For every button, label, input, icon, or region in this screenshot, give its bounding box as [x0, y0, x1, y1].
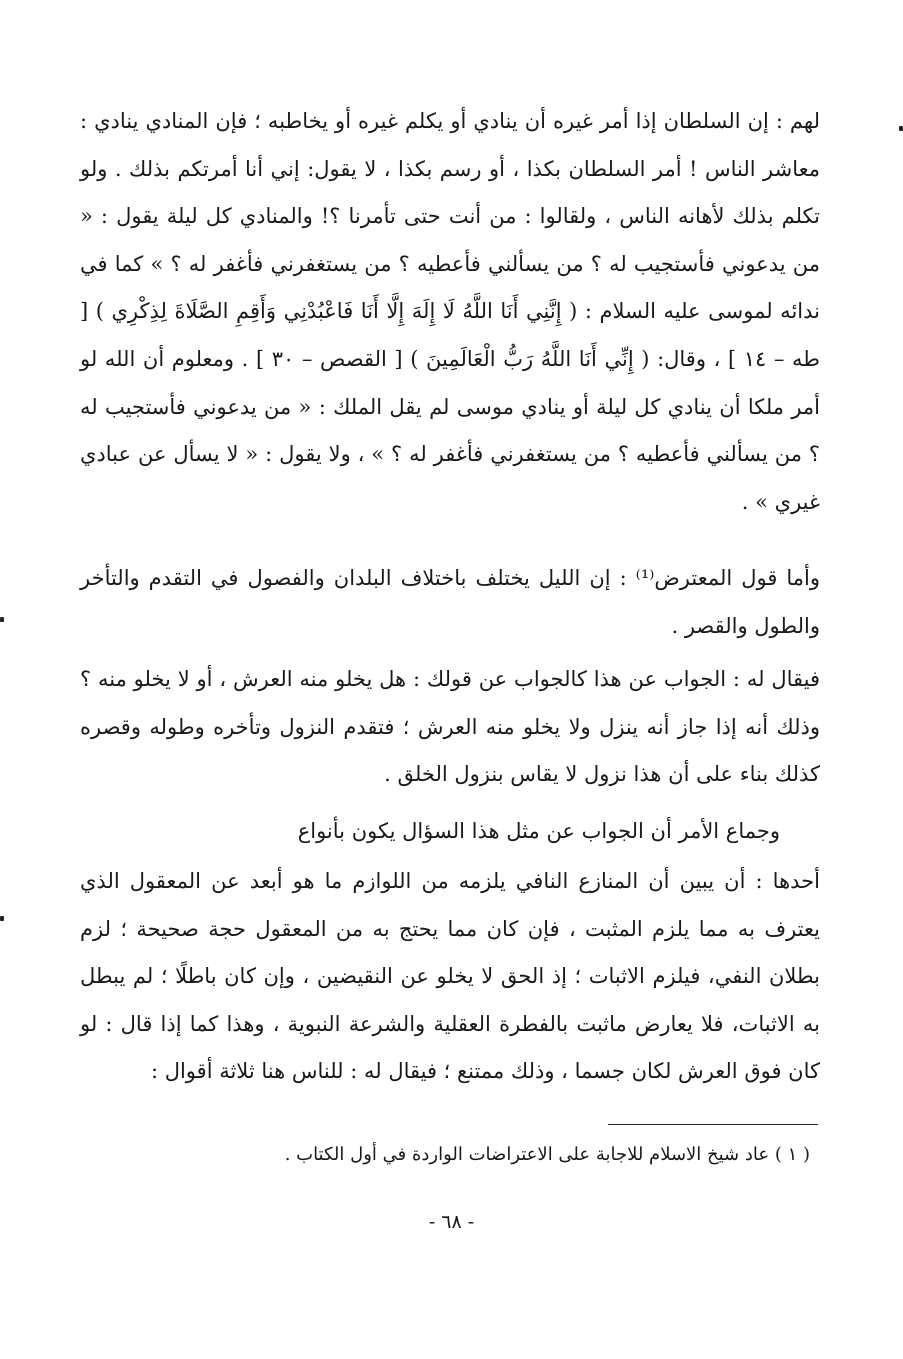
paragraph-first-type	[80, 858, 820, 1098]
scan-edge-mark	[899, 126, 903, 131]
paragraph-summary	[80, 808, 820, 856]
scan-edge-mark	[0, 916, 4, 921]
footnote-divider	[608, 1124, 818, 1125]
paragraph-text: وأما قول المعترض⁽¹⁾ : إن الليل يختلف باختلاف البلدان والفصول في التقدم والتأخر والطول والقصر .	[80, 566, 821, 638]
paragraph-text: لهم : إن السلطان إذا أمر غيره أن ينادي أو يكلم غيره أو يخاطبه ؛ فإن المنادي ينادي : معاشر الناس ! أمر السلطان بكذا ، أو رسم بكذا ، لا يقول: إني أنا أمرتكم بذلك . ولو تكلم بذلك لأهانه الناس ، ولقالوا : من أنت حتى تأمرنا ؟! والمنادي كل ليلة يقول : « من يدعوني فأستجيب له ؟ من يسألني فأعطيه ؟ من يستغفرني فأغفر له ؟ » كما في ندائه لموسى عليه السلام : ( إِنَّنِي أَنَا اللَّهُ لَا إِلَهَ إِلَّا أَنَا فَاعْبُدْنِي وَأَقِمِ الصَّلَاةَ لِذِكْرِي ) [ طه – ١٤ ] ، وقال: ( إِنِّي أَنَا اللَّهُ رَبُّ الْعَالَمِينَ ) [ القصص – ٣٠ ] . ومعلوم أن الله لو أمر ملكا أن ينادي كل ليلة أو ينادي موسى لم يقل الملك : « من يدعوني فأستجيب له ؟ من يسألني فأعطيه ؟ من يستغفرني فأغفر له ؟ » ، ولا يقول : « لا يسأل عن عبادي غيري » .	[80, 109, 821, 514]
paragraph-text: أحدها : أن يبين أن المنازع النافي يلزمه من اللوازم ما هو أبعد عن المعقول الذي يعترف به مما يلزم المثبت ، فإن كان مما يحتج به من المعقول حجة صحيحة ؛ لزم بطلان النفي، فيلزم الاثبات ؛ إذ الحق لا يخلو عن النقيضين ، وإن كان باطلًا ؛ لم يبطل به الاثبات، فلا يعارض ماثبت بالفطرة العقلية والشرعة النبوية ، وهذا كما إذا قال : لو كان فوق العرش لكان جسما ، وذلك ممتنع ؛ فيقال له : للناس هنا ثلاثة أقوال :	[80, 869, 820, 1084]
page-number: - ٦٨ -	[428, 1211, 475, 1233]
paragraph-objection	[80, 555, 820, 655]
paragraph-reply	[80, 656, 820, 796]
paragraph-text: فيقال له : الجواب عن هذا كالجواب عن قولك : هل يخلو منه العرش ، أو لا يخلو منه ؟ وذلك أنه إذا جاز أنه ينزل ولا يخلو منه العرش ؛ فتقدم النزول وتأخره وطوله وقصره كذلك بناء على أن هذا نزول لا يقاس بنزول الخلق .	[80, 667, 820, 787]
paragraph-sultan-analogy	[80, 98, 820, 538]
footnote: ( ١ ) عاد شيخ الاسلام للاجابة على الاعتراضات الواردة في أول الكتاب .	[284, 1144, 810, 1165]
scan-edge-mark	[0, 617, 4, 622]
paragraph-text: وجماع الأمر أن الجواب عن مثل هذا السؤال يكون بأنواع	[297, 819, 780, 843]
